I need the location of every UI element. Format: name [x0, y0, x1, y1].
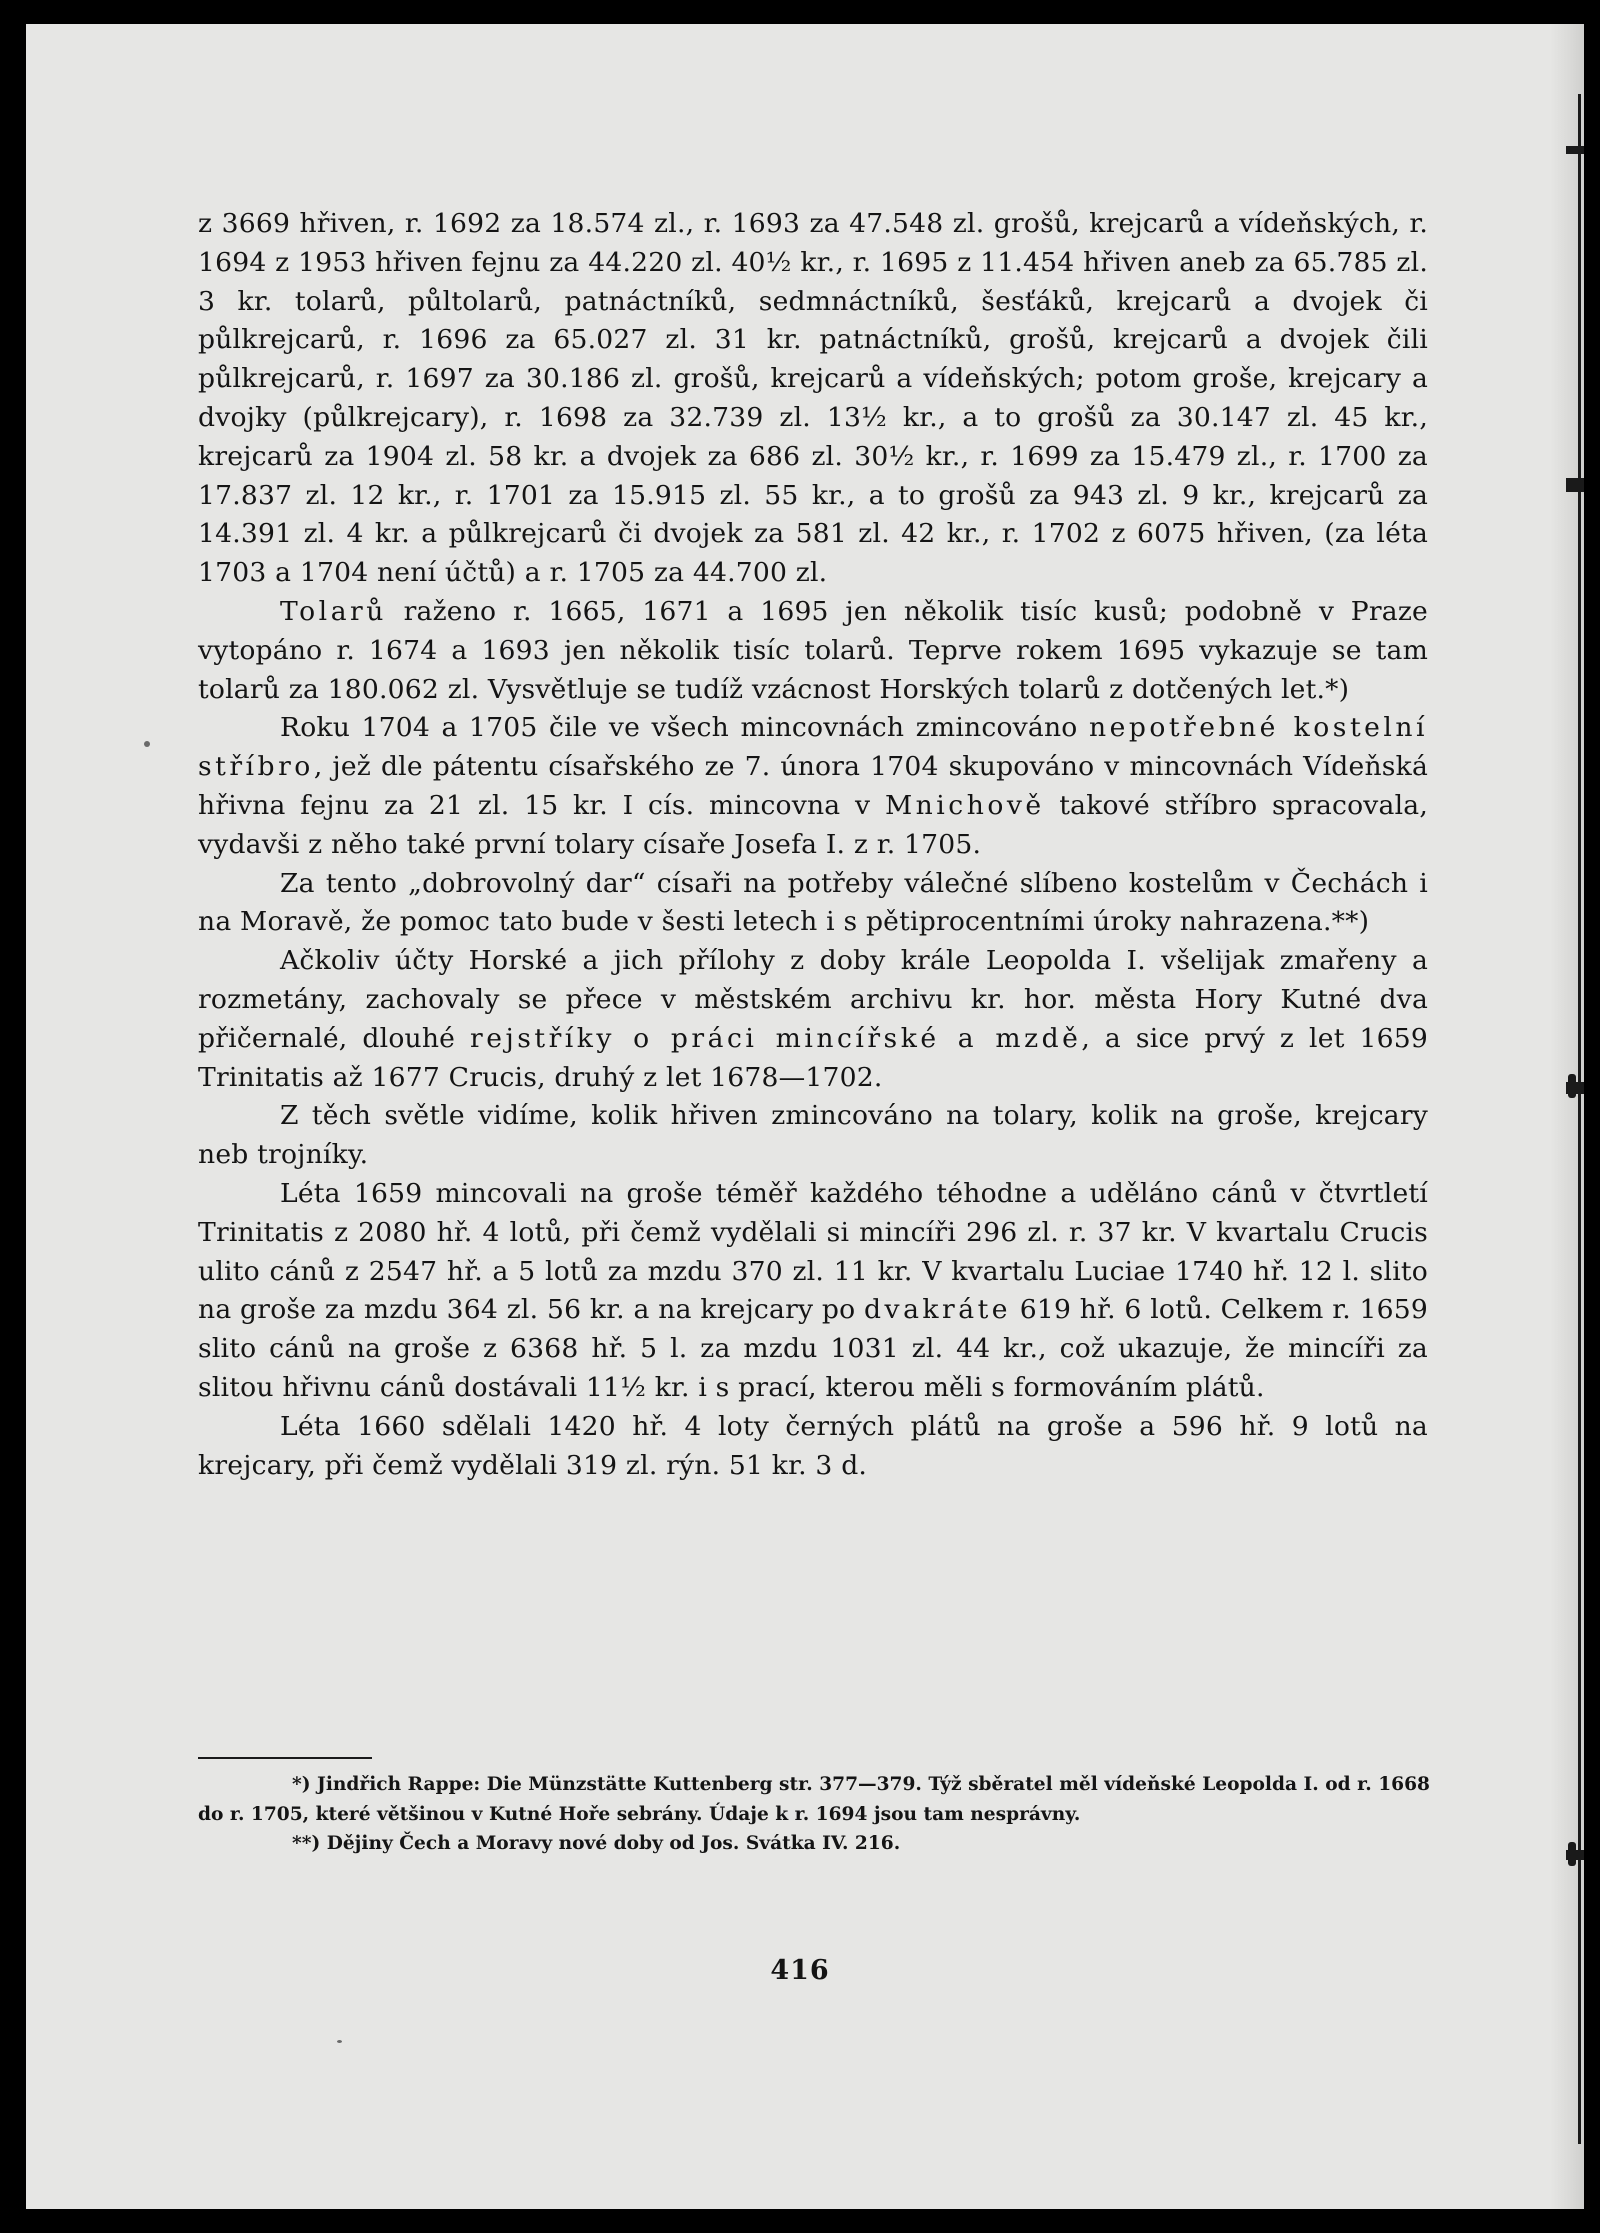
paragraph-4: Za tento „dobrovolný dar“ císaři na potřeby válečné slíbeno kostelům v Čechách i na Moravě, že pomoc tato bude v šesti letech i s pětiprocentními úroky nahrazena.**) — [198, 867, 1428, 938]
paragraph-7 — [198, 1175, 1428, 1408]
binding-mark — [1566, 146, 1584, 154]
footnote-2: **) Dějiny Čech a Moravy nové doby od Jos. Svátka IV. 216. — [292, 1833, 901, 1854]
body-text — [198, 205, 1428, 1485]
footnote-rule — [198, 1757, 372, 1759]
spaced-term: rejstříky o práci mincířské a mzdě — [470, 1022, 1082, 1054]
binding-mark — [1566, 478, 1584, 492]
spaced-term: nepotřebné kostelní stříbro — [198, 712, 1429, 783]
paragraph-8: Léta 1660 sdělali 1420 hř. 4 loty černých plátů na groše a 596 hř. 9 lotů na krejcary, při čemž vydělali 319 zl. rýn. 51 kr. 3 d. — [198, 1410, 1428, 1481]
paragraph-3-text-a: Roku 1704 a 1705 čile ve všech mincovnách zmincováno — [280, 712, 1089, 744]
paragraph-5 — [198, 942, 1428, 1097]
footnotes — [198, 1770, 1430, 1859]
binding-edge-line — [1578, 94, 1581, 2144]
paragraph-7-text-a: Léta 1659 mincovali na groše téměř každého téhodne a uděláno cánů v čtvrtletí Trinitatis z 2080 hř. 4 lotů, při čemž vydělali si mincíři 296 zl. r. 37 kr. V kvartalu Crucis ulito cánů z 2547 hř. a 5 lotů za mzdu 370 zl. 11 kr. V kvartalu Luciae 1740 hř. 12 l. slito na groše za mzdu 364 zl. 56 kr. a na krejcary po — [198, 1177, 1428, 1326]
paragraph-7-text-b: 619 hř. 6 lotů. Celkem r. 1659 slito cánů na groše z 6368 hř. 5 l. za mzdu 1031 zl. 44 kr., což ukazuje, že mincíři za slitou hřivnu cánů dostávali 11½ kr. i s prací, kterou měli s formováním plátů. — [198, 1294, 1429, 1403]
page-number: 416 — [770, 1955, 830, 1986]
paragraph-2 — [198, 593, 1428, 709]
footnote-1: *) Jindřich Rappe: Die Münzstätte Kuttenberg str. 377—379. Týž sběratel měl vídeňské Leopolda I. od r. 1668 do r. 1705, které většinou v Kutné Hoře sebrány. Údaje k r. 1694 jsou tam nesprávny. — [198, 1774, 1430, 1825]
spaced-term: dvakráte — [864, 1294, 1012, 1326]
paper-speck — [337, 2040, 342, 2043]
spaced-term: Tolarů — [280, 595, 387, 627]
paragraph-1: z 3669 hřiven, r. 1692 za 18.574 zl., r. 1693 za 47.548 zl. grošů, krejcarů a vídeňských, r. 1694 z 1953 hřiven fejnu za 44.220 zl. 40½ kr., r. 1695 z 11.454 hřiven aneb za 65.785 zl. 3 kr. tolarů, půltolarů, patnáctníků, sedmnáctníků, šesťáků, krejcarů a dvojek či půlkrejcarů, r. 1696 za 65.027 zl. 31 kr. patnáctníků, grošů, krejcarů a dvojek čili půlkrejcarů, r. 1697 za 30.186 zl. grošů, krejcarů a vídeňských; potom groše, krejcary a dvojky (půlkrejcary), r. 1698 za 32.739 zl. 13½ kr., a to grošů za 30.147 zl. 45 kr., krejcarů za 1904 zl. 58 kr. a dvojek za 686 zl. 30½ kr., r. 1699 za 15.479 zl., r. 1700 za 17.837 zl. 12 kr., r. 1701 za 15.915 zl. 55 kr., a to grošů za 943 zl. 9 kr., krejcarů za 14.391 zl. 4 kr. a půlkrejcarů či dvojek za 581 zl. 42 kr., r. 1702 z 6075 hřiven, (za léta 1703 a 1704 není účtů) a r. 1705 za 44.700 zl. — [198, 208, 1428, 589]
paragraph-3 — [198, 709, 1428, 864]
paragraph-3-text-c: takové stříbro spracovala, vydavši z něho také první tolary císaře Josefa I. z r. 1705. — [198, 789, 1429, 860]
paragraph-5-text-b: , a sice prvý z let 1659 Trinitatis až 1677 Crucis, druhý z let 1678—1702. — [198, 1022, 1428, 1093]
paragraph-5-text-a: Ačkoliv účty Horské a jich přílohy z doby krále Leopolda I. všelijak zmařeny a rozmetány, zachovaly se přece v městském archivu kr. hor. města Hory Kutné dva přičernalé, dlouhé — [198, 945, 1428, 1054]
paragraph-2-text: raženo r. 1665, 1671 a 1695 jen několik tisíc kusů; podobně v Praze vytopáno r. 1674 a 1693 jen několik tisíc tolarů. Teprve rokem 1695 vykazuje se tam tolarů za 180.062 zl. Vysvětluje se tudíž vzácnost Horských tolarů z dotčených let.*) — [198, 595, 1428, 705]
binding-notch — [1568, 1074, 1576, 1098]
binding-notch — [1568, 1842, 1576, 1866]
paper-speck — [144, 741, 150, 747]
paragraph-6: Z těch světle vidíme, kolik hřiven zmincováno na tolary, kolik na groše, krejcary neb trojníky. — [198, 1100, 1428, 1171]
paragraph-3-text-b: , jež dle pátentu císařského ze 7. února 1704 skupováno v mincovnách Vídeňská hřivna fejnu za 21 zl. 15 kr. I cís. mincovna v — [198, 751, 1428, 821]
spaced-term: Mnichově — [884, 789, 1045, 821]
